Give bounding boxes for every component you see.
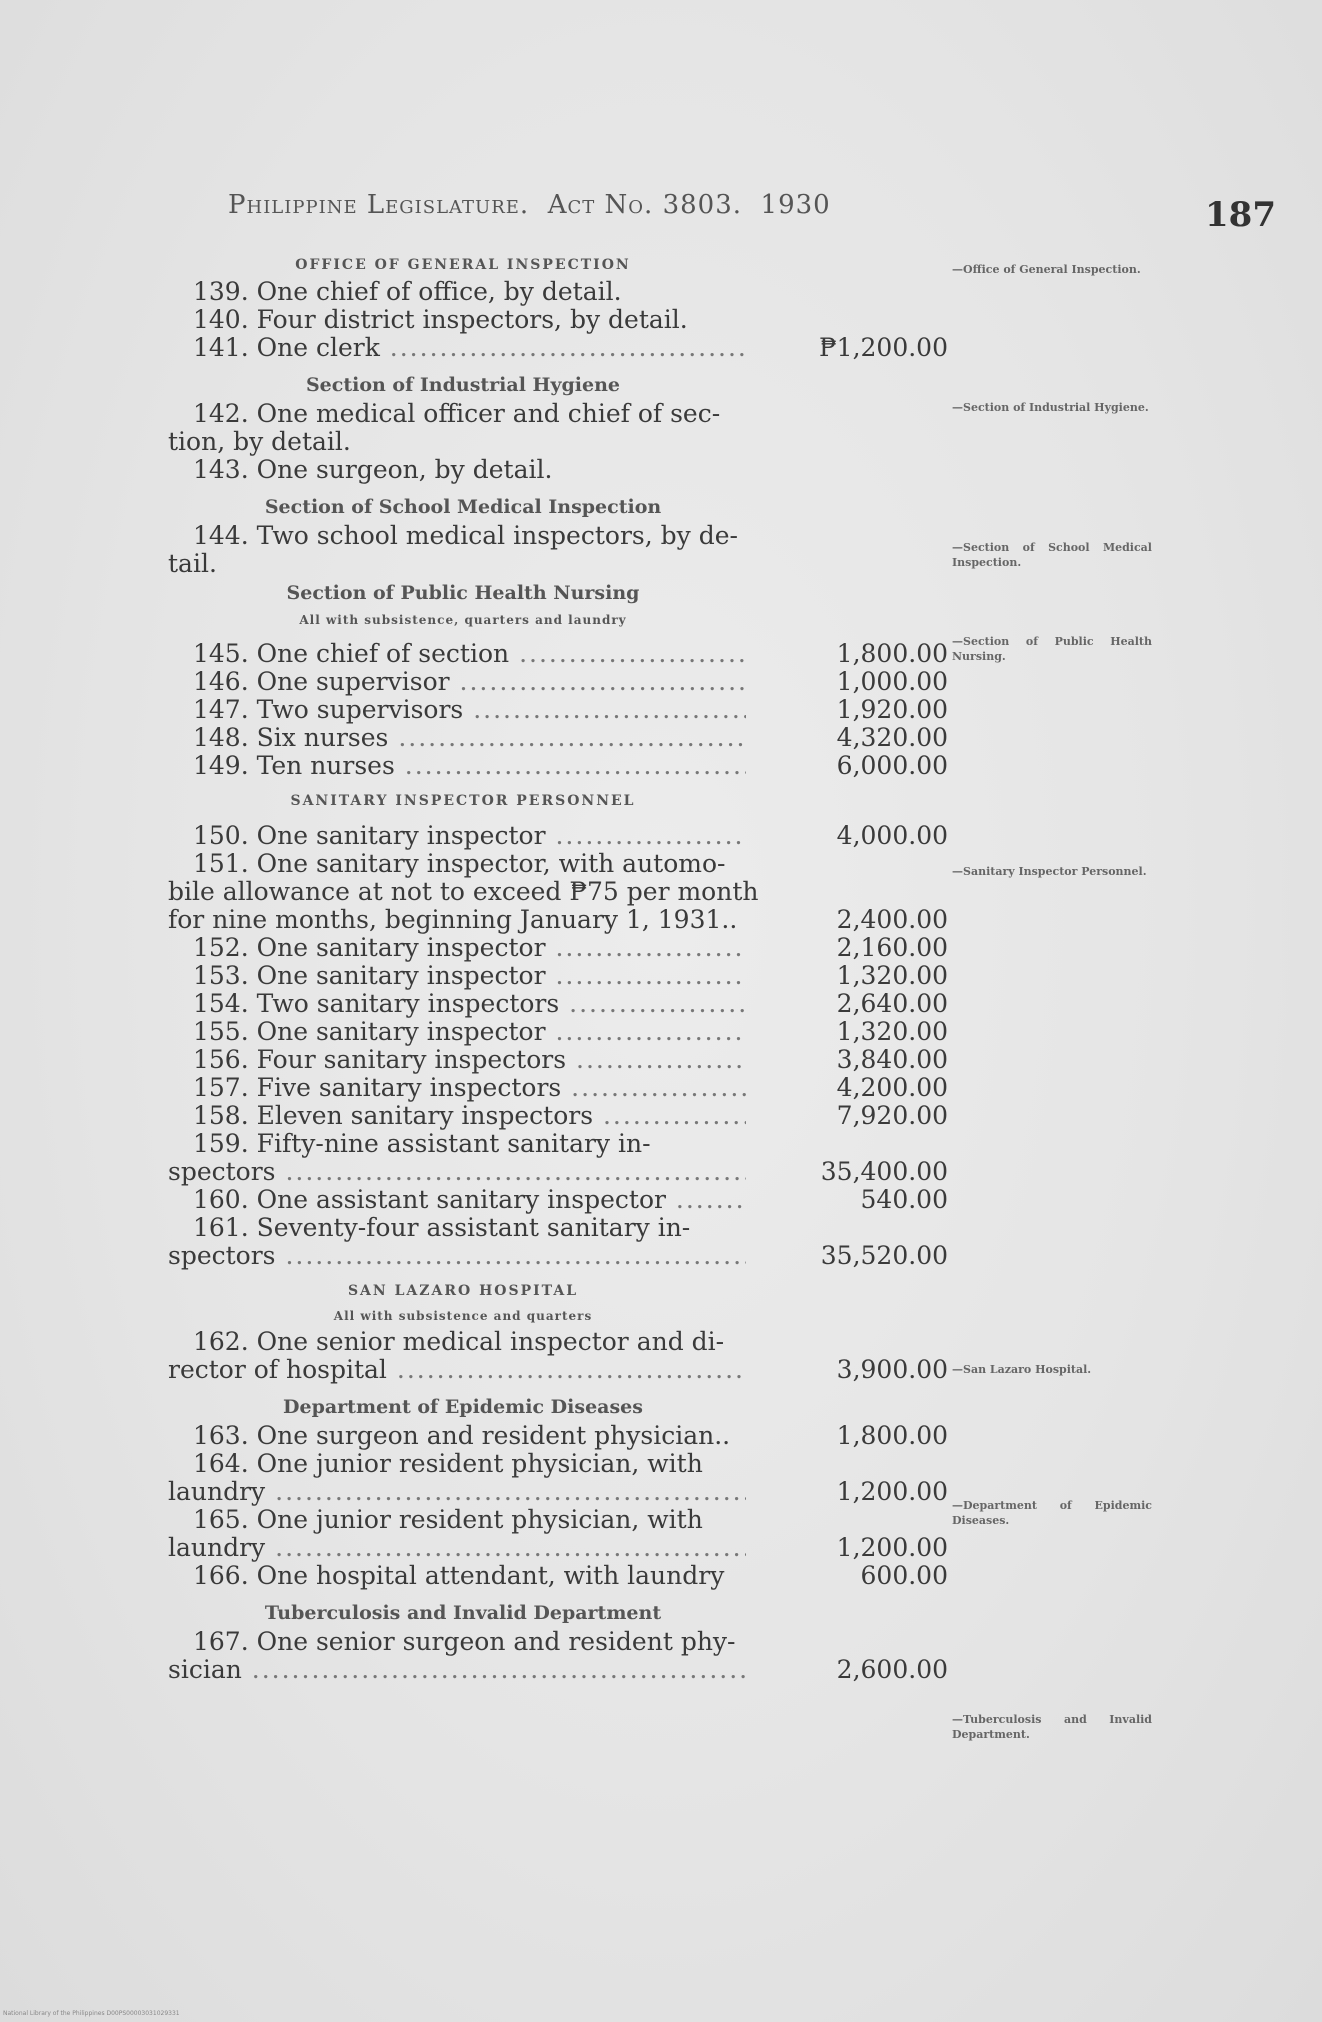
amount: 1,200.00 bbox=[836, 1533, 948, 1562]
spacer bbox=[168, 632, 758, 640]
amount: 7,920.00 bbox=[836, 1101, 948, 1130]
list-item: 164. One junior resident physician, with bbox=[193, 1449, 703, 1478]
section-note: All with subsistence, quarters and laundry bbox=[299, 613, 627, 627]
list-item: 156. Four sanitary inspectors ..... 3,840.00 bbox=[168, 1046, 758, 1074]
page-number: 187 bbox=[1205, 195, 1276, 235]
list-item: 148. Six nurses ..... 4,320.00 bbox=[168, 724, 758, 752]
list-item: tail. bbox=[168, 549, 217, 578]
amount: 2,640.00 bbox=[836, 989, 948, 1018]
margin-note: —Section of School Medical Inspection. bbox=[952, 541, 1152, 569]
list-item: 142. One medical officer and chief of sec- bbox=[193, 399, 721, 428]
list-item: 161. Seventy-four assistant sanitary in- bbox=[193, 1213, 691, 1242]
section-heading: Department of Epidemic Diseases bbox=[283, 1396, 643, 1418]
list-item: 153. One sanitary inspector ..... 1,320.00 bbox=[168, 962, 758, 990]
amount: 6,000.00 bbox=[836, 751, 948, 780]
amount: 2,400.00 bbox=[836, 905, 948, 934]
amount: 600.00 bbox=[860, 1561, 948, 1590]
margin-note: —Section of Industrial Hygiene. bbox=[952, 401, 1149, 414]
amount: 1,800.00 bbox=[836, 1421, 948, 1450]
margin-note: —San Lazaro Hospital. bbox=[952, 1363, 1092, 1376]
margin-note: —Office of General Inspection. bbox=[952, 263, 1141, 276]
amount: 1,200.00 bbox=[836, 1477, 948, 1506]
list-item: 154. Two sanitary inspectors ..... 2,640.00 bbox=[168, 990, 758, 1018]
list-item: 145. One chief of section ..... 1,800.00 bbox=[168, 640, 758, 668]
list-item: rector of hospital ..... 3,900.00 bbox=[168, 1356, 758, 1384]
section-heading: SANITARY INSPECTOR PERSONNEL bbox=[290, 793, 636, 809]
amount: 4,000.00 bbox=[836, 821, 948, 850]
amount: 1,920.00 bbox=[836, 695, 948, 724]
amount: 2,160.00 bbox=[836, 933, 948, 962]
amount: 1,320.00 bbox=[836, 961, 948, 990]
header-year: 1930 bbox=[760, 190, 831, 220]
list-item: 167. One senior surgeon and resident phy- bbox=[193, 1627, 736, 1656]
amount: 4,320.00 bbox=[836, 723, 948, 752]
list-item: 147. Two supervisors ..... 1,920.00 bbox=[168, 696, 758, 724]
section-heading: Tuberculosis and Invalid Department bbox=[264, 1602, 662, 1624]
list-item: 166. One hospital attendant, with laundry 600.00 bbox=[193, 1561, 948, 1590]
list-item: 165. One junior resident physician, with bbox=[193, 1505, 703, 1534]
list-item: 157. Five sanitary inspectors ..... 4,200.00 bbox=[168, 1074, 758, 1102]
amount: 35,400.00 bbox=[820, 1157, 948, 1186]
spacer bbox=[168, 362, 758, 370]
list-item: 151. One sanitary inspector, with automo- bbox=[193, 849, 726, 878]
appropriation-list bbox=[168, 252, 948, 1684]
section-heading: Section of Industrial Hygiene bbox=[305, 374, 621, 396]
list-item: laundry ..... 1,200.00 bbox=[168, 1534, 758, 1562]
list-item: 152. One sanitary inspector ..... 2,160.00 bbox=[168, 934, 758, 962]
amount: 35,520.00 bbox=[820, 1241, 948, 1270]
list-item: bile allowance at not to exceed ₱75 per month bbox=[168, 877, 759, 906]
amount: 3,840.00 bbox=[836, 1045, 948, 1074]
amount: 1,000.00 bbox=[836, 667, 948, 696]
list-item: 158. Eleven sanitary inspectors ..... 7,920.00 bbox=[168, 1102, 758, 1130]
spacer bbox=[168, 780, 758, 788]
list-item: for nine months, beginning January 1, 1931.. 2,400.00 bbox=[168, 905, 948, 934]
list-item: 143. One surgeon, by detail. bbox=[193, 455, 553, 484]
list-item: laundry ..... 1,200.00 bbox=[168, 1478, 758, 1506]
spacer bbox=[168, 1384, 758, 1392]
list-item: spectors ..... 35,520.00 bbox=[168, 1242, 758, 1270]
list-item: 149. Ten nurses ..... 6,000.00 bbox=[168, 752, 758, 780]
spacer bbox=[168, 484, 758, 492]
list-item: 150. One sanitary inspector ..... 4,000.00 bbox=[168, 822, 758, 850]
list-item: 160. One assistant sanitary inspector ..... 540.00 bbox=[168, 1186, 758, 1214]
amount: ₱1,200.00 bbox=[819, 333, 948, 362]
amount: 2,600.00 bbox=[836, 1655, 948, 1684]
margin-note: —Department of Epidemic Diseases. bbox=[952, 1499, 1152, 1527]
scan-footer: National Library of the Philippines D00PS00003031029331 bbox=[3, 2010, 180, 2017]
list-item: 155. One sanitary inspector ..... 1,320.00 bbox=[168, 1018, 758, 1046]
section-heading: Section of Public Health Nursing bbox=[286, 582, 640, 604]
list-item: 162. One senior medical inspector and di- bbox=[193, 1327, 725, 1356]
amount: 3,900.00 bbox=[836, 1355, 948, 1384]
amount: 1,800.00 bbox=[836, 639, 948, 668]
margin-note: —Tuberculosis and Invalid Department. bbox=[952, 1713, 1152, 1741]
spacer bbox=[168, 1270, 758, 1278]
list-item: 144. Two school medical inspectors, by de- bbox=[193, 521, 738, 550]
section-heading: OFFICE OF GENERAL INSPECTION bbox=[295, 257, 631, 273]
list-item: tion, by detail. bbox=[168, 427, 351, 456]
list-item: 159. Fifty-nine assistant sanitary in- bbox=[193, 1129, 651, 1158]
list-item: 139. One chief of office, by detail. bbox=[193, 277, 622, 306]
list-item: 141. One clerk ..... ₱1,200.00 bbox=[168, 334, 758, 362]
list-item: 146. One supervisor ..... 1,000.00 bbox=[168, 668, 758, 696]
list-item: spectors ..... 35,400.00 bbox=[168, 1158, 758, 1186]
amount: 4,200.00 bbox=[836, 1073, 948, 1102]
margin-note: —Sanitary Inspector Personnel. bbox=[952, 865, 1147, 878]
amount: 1,320.00 bbox=[836, 1017, 948, 1046]
section-note: All with subsistence and quarters bbox=[333, 1309, 593, 1323]
margin-note: —Section of Public Health Nursing. bbox=[952, 635, 1152, 663]
list-item: sician ..... 2,600.00 bbox=[168, 1656, 758, 1684]
list-item: 163. One surgeon and resident physician.. 1,800.00 bbox=[193, 1421, 948, 1450]
header-title: Philippine Legislature. bbox=[228, 190, 530, 220]
amount: 540.00 bbox=[860, 1185, 948, 1214]
running-header bbox=[228, 190, 831, 220]
header-act: Act No. 3803. bbox=[547, 190, 743, 220]
spacer bbox=[168, 1590, 758, 1598]
spacer bbox=[168, 814, 758, 822]
list-item: 140. Four district inspectors, by detail. bbox=[193, 305, 688, 334]
section-heading: SAN LAZARO HOSPITAL bbox=[347, 1283, 579, 1299]
section-heading: Section of School Medical Inspection bbox=[264, 496, 662, 518]
